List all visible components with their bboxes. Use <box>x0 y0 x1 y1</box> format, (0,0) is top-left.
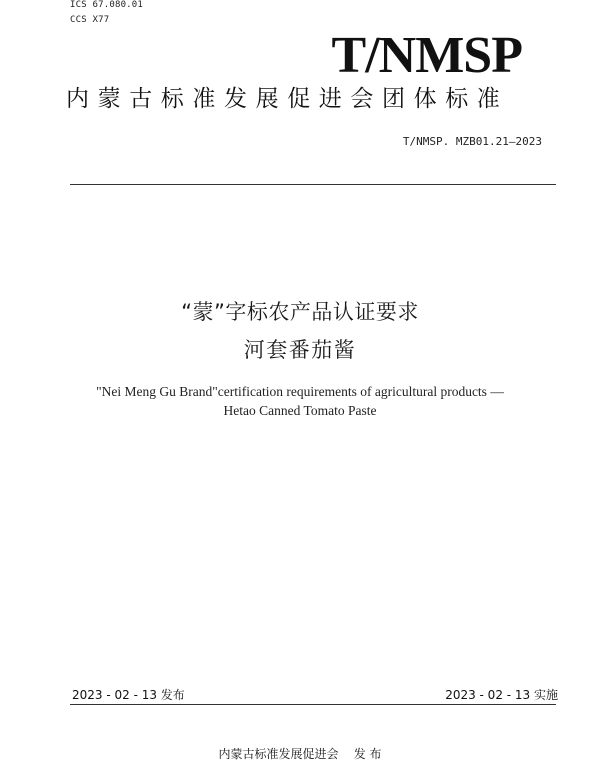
standard-logo: T/NMSP <box>331 27 522 84</box>
implement-date: 2023 - 02 - 13 实施 <box>445 688 558 702</box>
issuer-footer: 内蒙古标准发展促进会 发 布 <box>218 747 382 761</box>
document-title-en <box>50 382 550 420</box>
top-divider <box>70 184 556 185</box>
document-subtitle-cn: 河套番茄酱 <box>243 338 357 362</box>
document-title-cn: “蒙”字标农产品认证要求 <box>181 300 419 324</box>
title-en-line1: "Nei Meng Gu Brand"certification requirements of agricultural products — <box>96 384 504 399</box>
bottom-divider <box>70 704 556 705</box>
publish-date: 2023 - 02 - 13 发布 <box>72 688 185 702</box>
title-en-line2: Hetao Canned Tomato Paste <box>223 403 377 418</box>
ccs-code: CCS X77 <box>70 15 110 25</box>
standard-number: T/NMSP. MZB01.21—2023 <box>402 135 542 148</box>
ics-code: ICS 67.080.01 <box>70 0 144 10</box>
organization-title: 内蒙古标准发展促进会团体标准 <box>66 86 509 112</box>
